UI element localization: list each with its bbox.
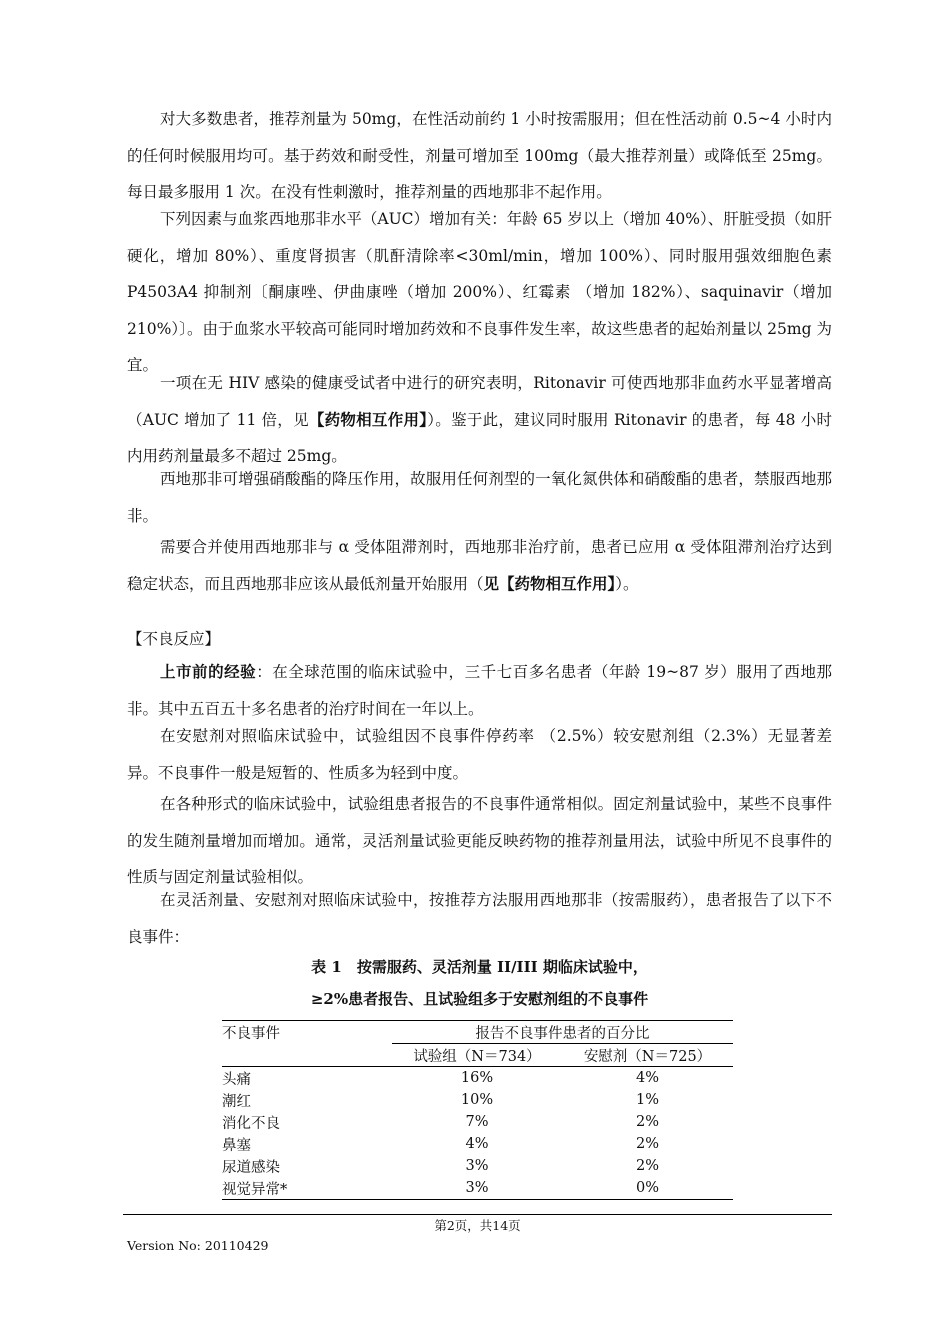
event-cell: 消化不良 xyxy=(222,1115,280,1132)
paragraph-auc-factors xyxy=(127,201,832,384)
paragraph-auc-factors-text: 下列因素与血浆西地那非水平（AUC）增加有关：年龄 65 岁以上（增加 40%）、肝脏受损（如肝硬化，增加 80%）、重度肾损害（肌酐清除率<30ml/min，增加 100%）、同时服用强效细胞色素 P4503A4 抑制剂〔酮康唑、伊曲康唑（增加 200%）、红霉素 （增加 182%）、saquinavir（增加 210%）〕。由于血浆水平较高可能同时增加药效和不良事件发生率，故这些患者的起始剂量以 25mg 为宜。 xyxy=(127,210,832,374)
table-row xyxy=(222,1177,733,1200)
paragraph-trial-forms-text: 在各种形式的临床试验中，试验组患者报告的不良事件通常相似。固定剂量试验中，某些不良事件的发生随剂量增加而增加。通常，灵活剂量试验更能反映药物的推荐剂量用法，试验中所见不良事件的性质与固定剂量试验相似。 xyxy=(127,795,832,886)
table-row xyxy=(222,1155,733,1177)
paragraph-premarket-text: ：在全球范围的临床试验中，三千七百多名患者（年龄 19~87 岁）服用了西地那非。其中五百五十多名患者的治疗时间在一年以上。 xyxy=(127,663,832,718)
table-header-row xyxy=(222,1021,733,1044)
paragraph-alpha-blocker-text-b: ）。 xyxy=(615,574,639,593)
trial-cell: 3% xyxy=(465,1180,489,1196)
column-header-trial: 试验组（N＝734） xyxy=(413,1048,541,1065)
paragraph-alpha-blocker-text-a: 需要合并使用西地那非与 α 受体阻滞剂时，西地那非治疗前，患者已应用 α 受体阻滞剂治疗达到稳定状态，而且西地那非应该从最低剂量开始服用（ xyxy=(127,538,832,593)
column-header-empty xyxy=(222,1044,392,1067)
paragraph-ritonavir xyxy=(127,365,832,475)
paragraph-nitrates-text: 西地那非可增强硝酸酯的降压作用，故服用任何剂型的一氧化氮供体和硝酸酯的患者，禁服西地那非。 xyxy=(127,470,832,525)
table-caption-line2: ≥2%患者报告、且试验组多于安慰剂组的不良事件 xyxy=(310,990,649,1008)
table-row xyxy=(222,1111,733,1133)
event-cell: 视觉异常* xyxy=(222,1181,288,1198)
page-number: 第2页，共14页 xyxy=(434,1218,521,1233)
column-header-placebo: 安慰剂（N＝725） xyxy=(583,1048,712,1065)
drug-interaction-reference: 【药物相互作用】 xyxy=(308,409,428,429)
paragraph-dosage xyxy=(127,101,832,211)
table-row xyxy=(222,1133,733,1155)
placebo-cell: 1% xyxy=(635,1092,659,1108)
trial-cell: 7% xyxy=(465,1114,489,1130)
paragraph-flexible-dose xyxy=(127,882,832,955)
trial-cell: 10% xyxy=(460,1092,494,1108)
table-caption-line1: 表 1 按需服药、灵活剂量 II/III 期临床试验中， xyxy=(311,958,648,976)
table-row xyxy=(222,1089,733,1111)
placebo-cell: 2% xyxy=(635,1114,659,1130)
version-number: Version No: 20110429 xyxy=(127,1238,269,1253)
paragraph-ritonavir-text-b: ）。鉴于此，建议同时服用 Ritonavir 的患者，每 48 小时内用药剂量最多不超过 25mg。 xyxy=(127,410,832,465)
footer-divider xyxy=(123,1214,832,1215)
column-header-event: 不良事件 xyxy=(222,1025,280,1042)
paragraph-nitrates xyxy=(127,461,832,534)
placebo-cell: 0% xyxy=(635,1180,659,1196)
event-cell: 潮红 xyxy=(222,1093,251,1110)
event-cell: 头痛 xyxy=(222,1071,251,1088)
table-subheader-row xyxy=(222,1044,733,1067)
event-cell: 尿道感染 xyxy=(222,1159,280,1176)
paragraph-premarket xyxy=(127,654,832,727)
paragraph-discontinuation xyxy=(127,718,832,791)
trial-cell: 3% xyxy=(465,1158,489,1174)
paragraph-discontinuation-text: 在安慰剂对照临床试验中，试验组因不良事件停药率 （2.5%）较安慰剂组（2.3%）无显著差异。不良事件一般是短暂的、性质多为轻到中度。 xyxy=(127,727,832,782)
column-header-group: 报告不良事件患者的百分比 xyxy=(392,1021,733,1044)
section-heading-adverse-reactions: 【不良反应】 xyxy=(127,630,221,648)
paragraph-dosage-text: 对大多数患者，推荐剂量为 50mg，在性活动前约 1 小时按需服用；但在性活动前 0.5~4 小时内的任何时候服用均可。基于药效和耐受性，剂量可增加至 100mg（最大推荐剂量）或降低至 25mg。每日最多服用 1 次。在没有性刺激时，推荐剂量的西地那非不起作用。 xyxy=(127,110,832,201)
placebo-cell: 4% xyxy=(635,1070,659,1086)
paragraph-trial-forms xyxy=(127,786,832,896)
trial-cell: 16% xyxy=(460,1070,494,1086)
premarket-label: 上市前的经验 xyxy=(160,662,257,681)
placebo-cell: 2% xyxy=(635,1158,659,1174)
paragraph-ritonavir-text-a: 一项在无 HIV 感染的健康受试者中进行的研究表明，Ritonavir 可使西地那非血药水平显著增高（AUC 增加了 11 倍，见 xyxy=(127,374,832,429)
placebo-cell: 2% xyxy=(635,1136,659,1152)
event-cell: 鼻塞 xyxy=(222,1137,251,1154)
drug-interaction-reference: 见【药物相互作用】 xyxy=(483,573,616,593)
trial-cell: 4% xyxy=(465,1136,489,1152)
adverse-events-table xyxy=(222,1020,733,1200)
paragraph-flexible-dose-text: 在灵活剂量、安慰剂对照临床试验中，按推荐方法服用西地那非（按需服药），患者报告了以下不良事件： xyxy=(127,891,832,946)
paragraph-alpha-blocker xyxy=(127,529,832,602)
table-row xyxy=(222,1067,733,1090)
